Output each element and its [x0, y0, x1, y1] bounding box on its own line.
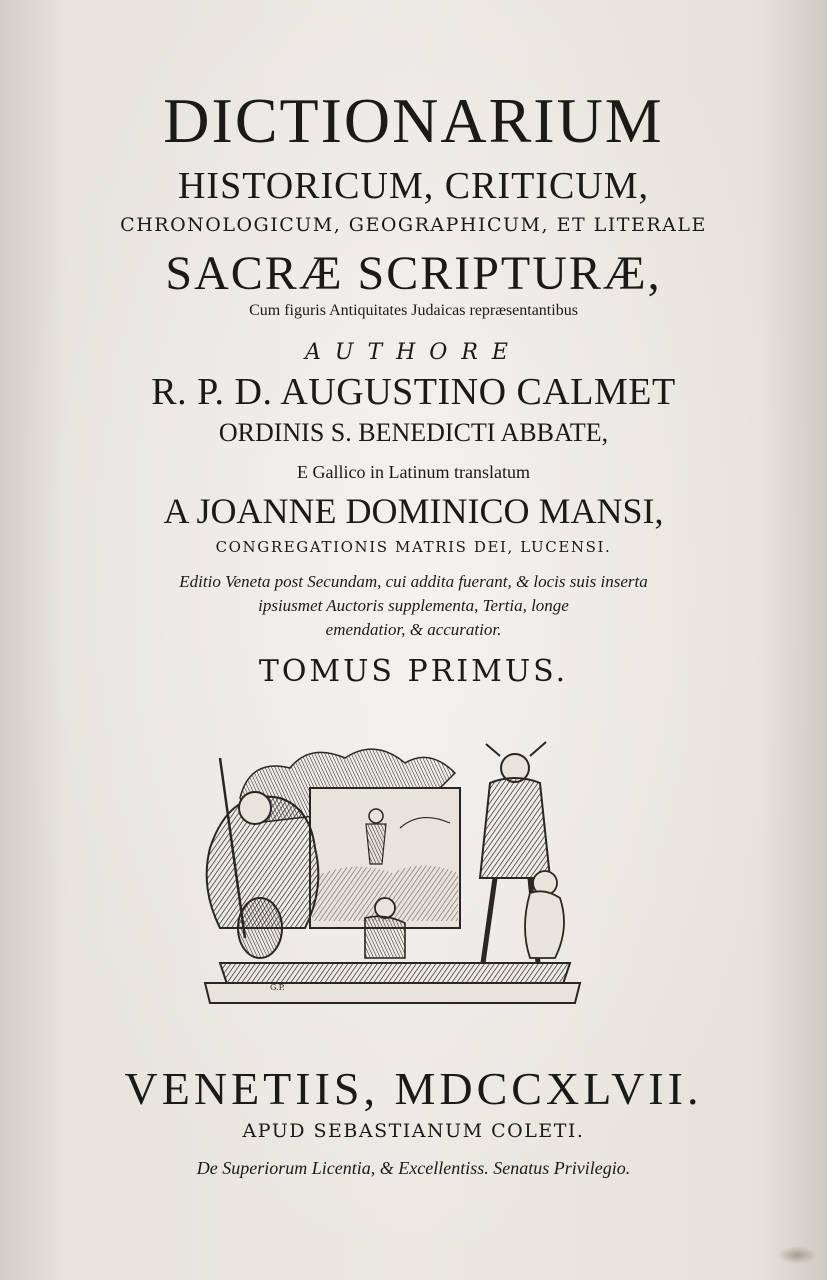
title-line-1: DICTIONARIUM — [163, 85, 664, 156]
vignette-signature: G.P. — [270, 983, 285, 992]
author-label: AUTHORE — [305, 340, 522, 365]
imprint-place-date: VENETIIS, MDCCXLVII. — [124, 1063, 703, 1114]
edition-line-2: ipsiusmet Auctoris supplementa, Tertia, longe — [258, 596, 569, 615]
subtitle: Cum figuris Antiquitates Judaicas repræsentantibus — [249, 302, 578, 319]
author-name: R. P. D. AUGUSTINO CALMET — [151, 371, 676, 413]
engraved-vignette — [200, 728, 590, 1008]
title-line-3: CHRONOLOGICUM, GEOGRAPHICUM, ET LITERALE — [120, 214, 707, 236]
translator-name: A JOANNE DOMINICO MANSI, — [163, 491, 664, 531]
author-order: ORDINIS S. BENEDICTI ABBATE, — [218, 418, 609, 447]
paper-stain — [777, 1246, 817, 1264]
translator-congregation: CONGREGATIONIS MATRIS DEI, LUCENSI. — [215, 538, 612, 556]
translation-note: E Gallico in Latinum translatum — [297, 462, 530, 482]
imprint-licence: De Superiorum Licentia, & Excellentiss. Senatus Privilegio. — [196, 1158, 631, 1178]
edition-line-3: emendatior, & accuratior. — [325, 620, 502, 639]
title-line-4: SACRÆ SCRIPTURÆ, — [165, 247, 662, 300]
edition-line-1: Editio Veneta post Secundam, cui addita fuerant, & locis suis inserta — [179, 572, 648, 591]
volume-label: TOMUS PRIMUS. — [258, 654, 569, 689]
title-line-2: HISTORICUM, CRITICUM, — [177, 165, 650, 207]
imprint-printer: APUD SEBASTIANUM COLETI. — [242, 1120, 585, 1142]
